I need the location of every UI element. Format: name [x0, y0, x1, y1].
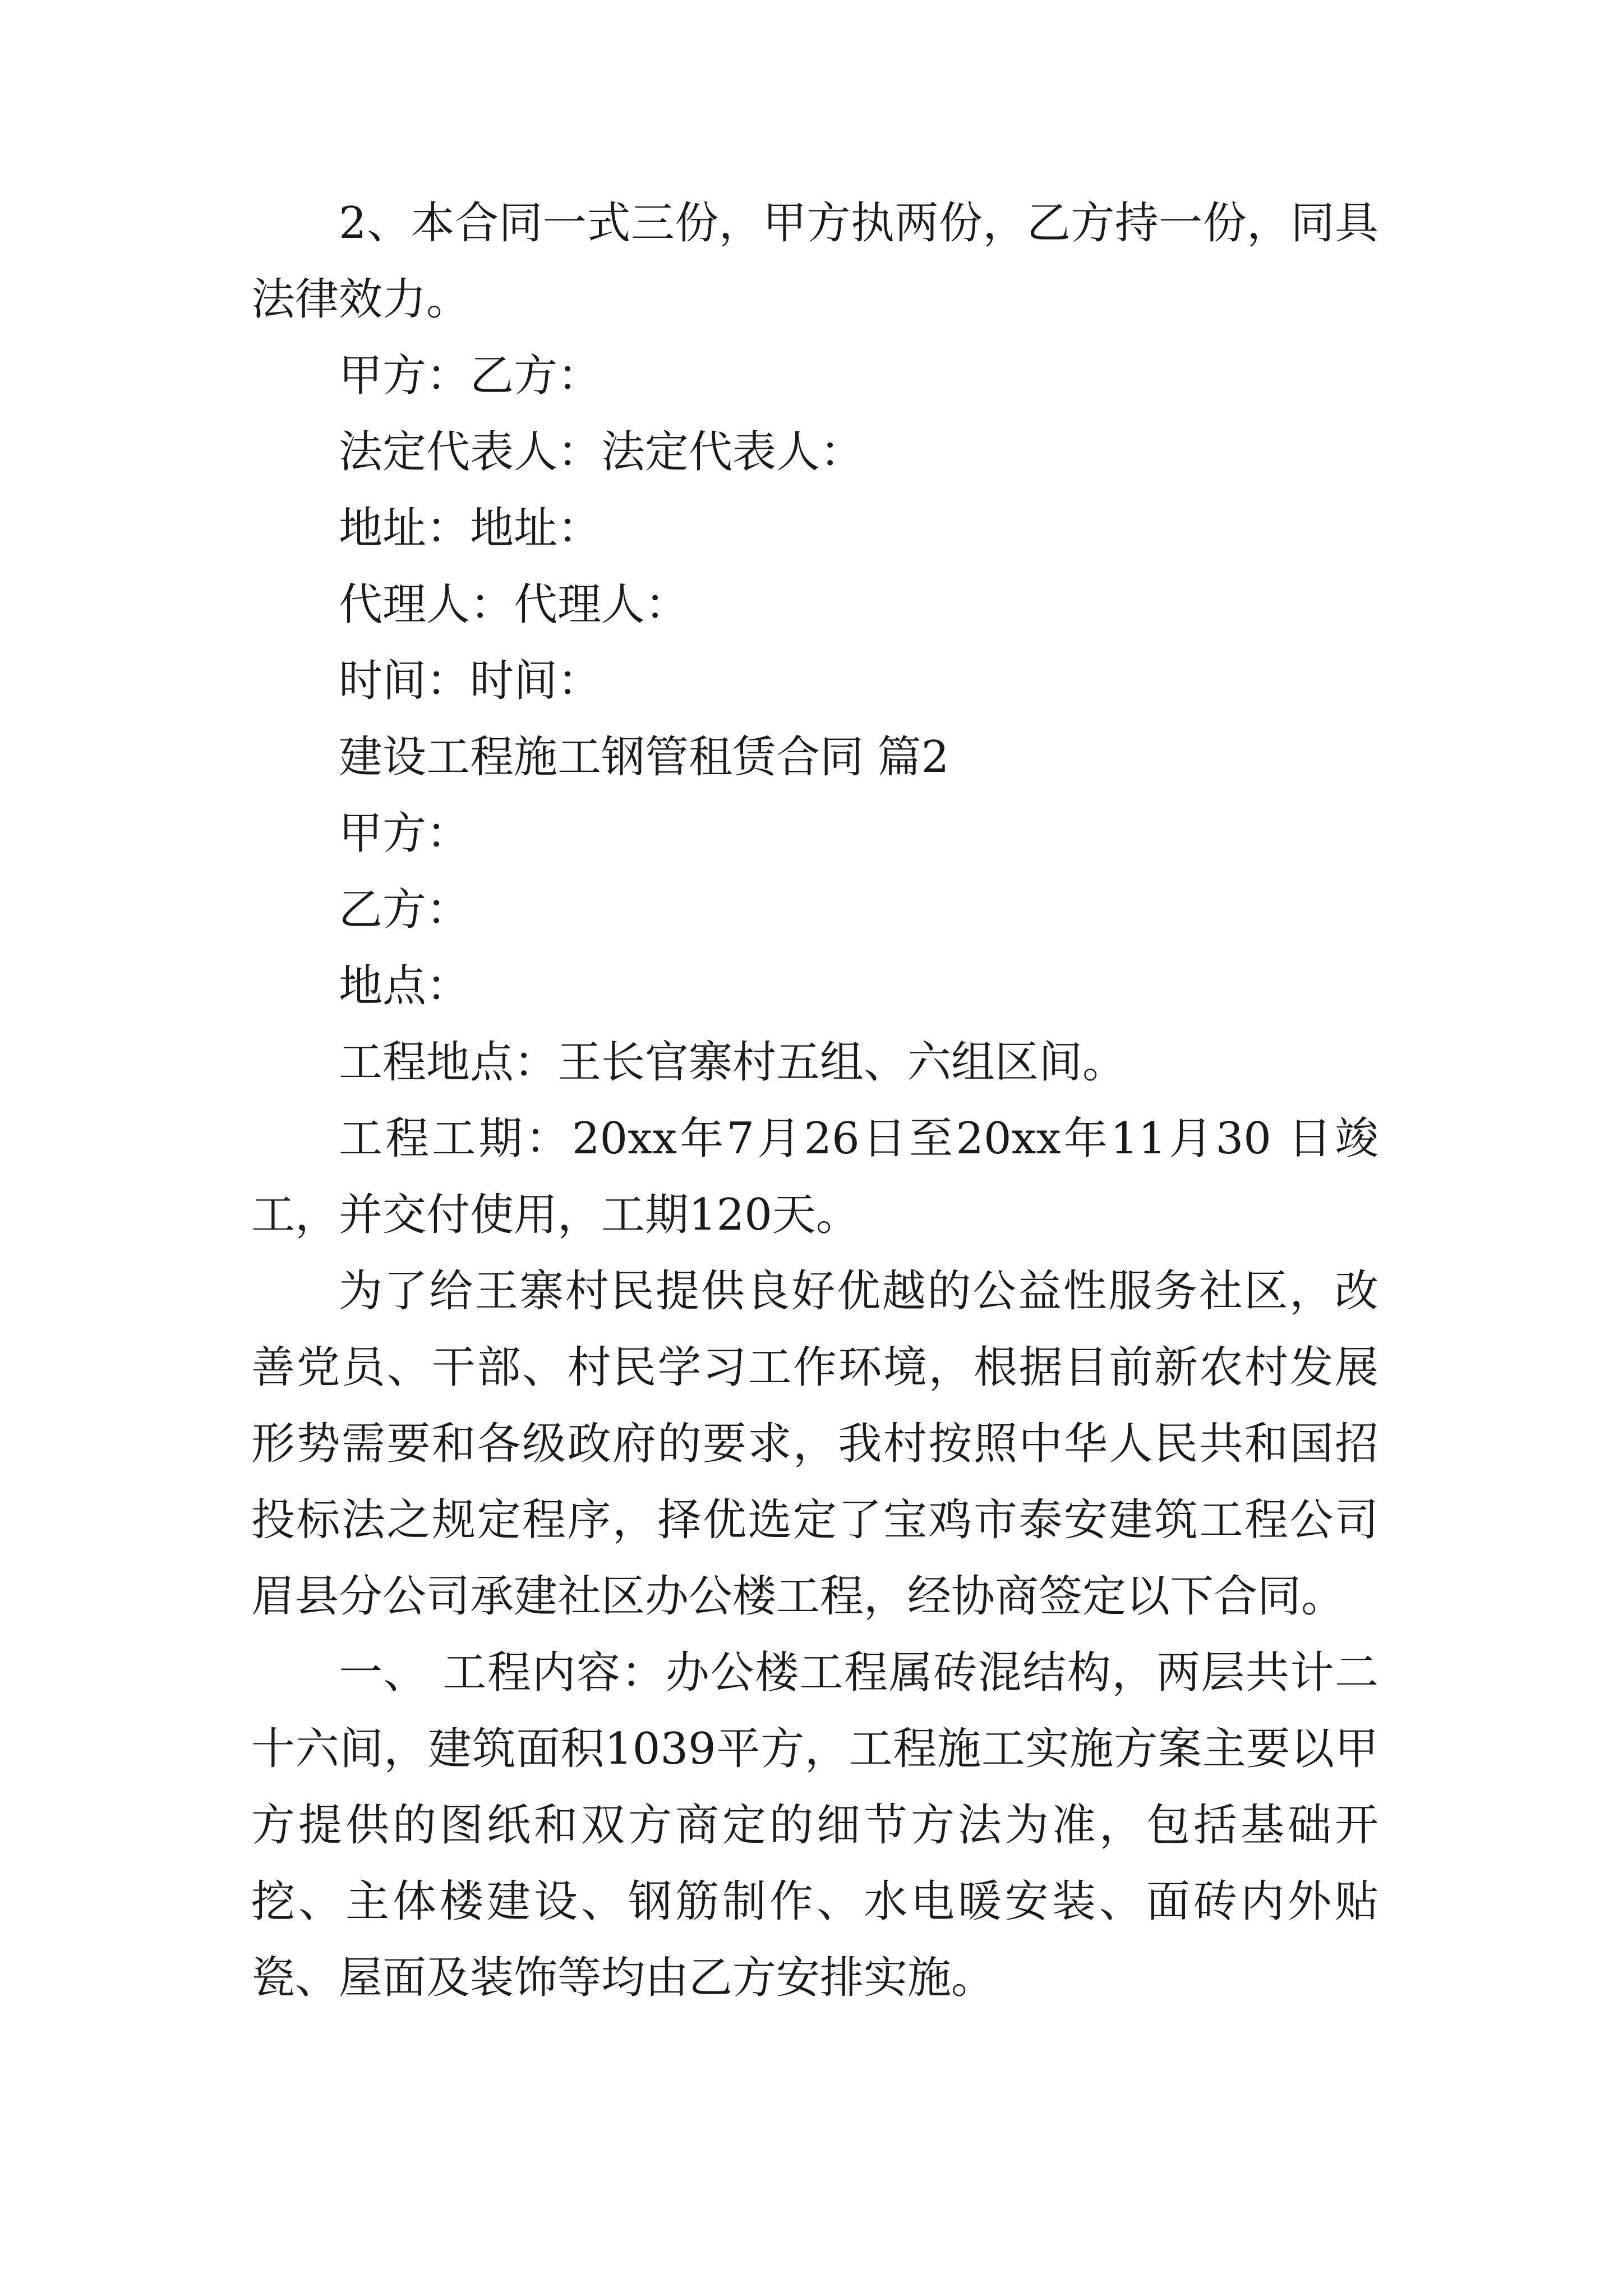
paragraph-agents: 代理人：代理人：: [339, 579, 689, 630]
document-body: [251, 185, 1378, 2016]
paragraph-party-a: 甲方：: [339, 808, 471, 859]
section-title: 建设工程施工钢管租赁合同 篇2: [339, 732, 949, 783]
paragraph-project-period: 工程工期：20xx年7月26日至20xx年11月30 日竣工，并交付使用，工期120天。: [251, 1114, 1378, 1240]
paragraph-dates: 时间：时间：: [339, 656, 602, 706]
paragraph-project-content: 一、 工程内容：办公楼工程属砖混结构，两层共计二十六间，建筑面积1039平方，工程施工实施方案主要以甲方提供的图纸和双方商定的细节方法为准，包括基础开挖、主体楼建设、钢筋制作、水电暖安装、面砖内外贴瓷、屋面及装饰等均由乙方安排实施。: [251, 1648, 1378, 2003]
paragraph-party-signatures: 甲方：乙方：: [339, 351, 602, 401]
paragraph-purpose: 为了给王寨村民提供良好优越的公益性服务社区，改善党员、干部、村民学习工作环境，根据目前新农村发展形势需要和各级政府的要求，我村按照中华人民共和国招投标法之规定程序，择优选定了宝鸡市泰安建筑工程公司眉县分公司承建社区办公楼工程，经协商签定以下合同。: [251, 1266, 1378, 1622]
paragraph-party-b: 乙方：: [339, 885, 471, 935]
paragraph-project-location: 工程地点：王长官寨村五组、六组区间。: [339, 1037, 1127, 1088]
paragraph-location: 地点：: [339, 961, 471, 1011]
paragraph-addresses: 地址：地址：: [339, 503, 602, 554]
paragraph-legal-representatives: 法定代表人：法定代表人：: [339, 427, 864, 477]
paragraph-copies-clause: 2、本合同一式三份，甲方执两份，乙方持一份，同具法律效力。: [251, 198, 1378, 325]
